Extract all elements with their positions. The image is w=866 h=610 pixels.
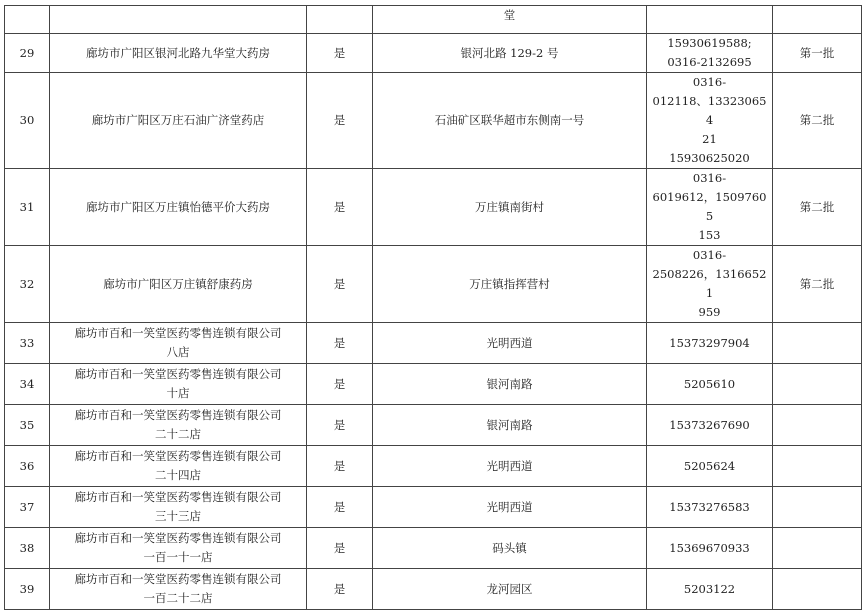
cell-address: 龙河园区 <box>373 569 647 610</box>
cell-designated: 是 <box>307 487 373 528</box>
cell-designated: 是 <box>307 364 373 405</box>
cell-phone-line: 0316- <box>692 75 727 89</box>
cell-name <box>50 528 307 569</box>
cell-designated: 是 <box>307 246 373 323</box>
cell-name <box>50 364 307 405</box>
cell-name <box>50 246 307 323</box>
cell-name-line: 廊坊市百和一笑堂医药零售连锁有限公司 <box>74 531 282 545</box>
cell-name <box>50 405 307 446</box>
cell-phone-line: 5203122 <box>683 581 736 596</box>
cell-no: 39 <box>5 569 50 610</box>
cell-designated: 是 <box>307 34 373 73</box>
cell-address: 堂 <box>373 6 647 34</box>
cell-phone-line: 0316- <box>692 171 727 185</box>
cell-phone-line: 6019612，15097605 <box>652 190 767 223</box>
cell-phone <box>647 323 773 364</box>
cell-designated: 是 <box>307 569 373 610</box>
cell-address: 石油矿区联华超市东侧南一号 <box>373 73 647 169</box>
table-row <box>5 246 862 323</box>
cell-name-line: 廊坊市百和一笑堂医药零售连锁有限公司 <box>74 367 282 381</box>
cell-phone <box>647 6 773 34</box>
cell-address: 光明西道 <box>373 487 647 528</box>
cell-name <box>50 446 307 487</box>
table-row <box>5 405 862 446</box>
cell-phone-line: 15369670933 <box>669 540 750 555</box>
cell-phone <box>647 34 773 73</box>
cell-address: 光明西道 <box>373 323 647 364</box>
cell-name-line: 一百一十一店 <box>143 550 213 564</box>
cell-name-line: 廊坊市广阳区银河北路九华堂大药房 <box>86 45 270 60</box>
cell-phone-line: 15373276583 <box>669 499 750 514</box>
cell-batch <box>773 569 862 610</box>
cell-batch: 第一批 <box>773 34 862 73</box>
cell-name-line: 八店 <box>166 345 190 359</box>
cell-phone-line: 5205610 <box>683 376 736 391</box>
cell-address: 银河南路 <box>373 364 647 405</box>
cell-name <box>50 169 307 246</box>
cell-phone-line: 15930619588; <box>667 36 752 50</box>
cell-name-line: 二十四店 <box>155 468 201 482</box>
cell-phone-line: 0316- <box>692 248 727 262</box>
cell-phone-line: 15373267690 <box>669 417 750 432</box>
table-row <box>5 169 862 246</box>
cell-batch <box>773 364 862 405</box>
cell-no: 30 <box>5 73 50 169</box>
cell-batch <box>773 405 862 446</box>
table-row <box>5 569 862 610</box>
table-row <box>5 446 862 487</box>
cell-phone-line: 21 <box>702 132 717 146</box>
table-row <box>5 34 862 73</box>
cell-no: 31 <box>5 169 50 246</box>
cell-name <box>50 34 307 73</box>
cell-designated: 是 <box>307 169 373 246</box>
cell-batch <box>773 446 862 487</box>
cell-phone <box>647 569 773 610</box>
cell-no: 38 <box>5 528 50 569</box>
cell-name-line: 廊坊市百和一笑堂医药零售连锁有限公司 <box>74 490 282 504</box>
cell-no: 37 <box>5 487 50 528</box>
cell-batch: 第二批 <box>773 246 862 323</box>
cell-name <box>50 73 307 169</box>
cell-phone-line: 15930625020 <box>669 151 750 165</box>
cell-name-line: 廊坊市广阳区万庄镇怡德平价大药房 <box>86 199 270 214</box>
cell-address: 码头镇 <box>373 528 647 569</box>
cell-name <box>50 487 307 528</box>
cell-phone-line: 153 <box>698 228 721 242</box>
cell-address: 万庄镇指挥营村 <box>373 246 647 323</box>
table-row <box>5 487 862 528</box>
cell-phone-line: 5205624 <box>683 458 736 473</box>
cell-address: 光明西道 <box>373 446 647 487</box>
cell-designated: 是 <box>307 323 373 364</box>
cell-phone-line: 012118、133230654 <box>652 94 767 127</box>
table-row-continued <box>5 6 862 34</box>
table-row <box>5 323 862 364</box>
table-row <box>5 528 862 569</box>
table-row <box>5 364 862 405</box>
cell-phone <box>647 446 773 487</box>
cell-phone <box>647 73 773 169</box>
cell-name-line: 十店 <box>166 386 190 400</box>
cell-phone <box>647 246 773 323</box>
cell-name-line: 二十二店 <box>155 427 201 441</box>
cell-no: 36 <box>5 446 50 487</box>
cell-name-line: 廊坊市广阳区万庄镇舒康药房 <box>103 276 253 291</box>
cell-phone <box>647 169 773 246</box>
cell-address: 万庄镇南街村 <box>373 169 647 246</box>
cell-name <box>50 323 307 364</box>
cell-no: 35 <box>5 405 50 446</box>
cell-batch <box>773 323 862 364</box>
cell-name-line: 廊坊市百和一笑堂医药零售连锁有限公司 <box>74 408 282 422</box>
table-row <box>5 73 862 169</box>
cell-designated: 是 <box>307 73 373 169</box>
cell-name-line: 三十三店 <box>155 509 201 523</box>
cell-name-line: 一百二十二店 <box>143 591 213 605</box>
cell-name <box>50 6 307 34</box>
cell-address: 银河北路 129-2 号 <box>373 34 647 73</box>
cell-batch <box>773 528 862 569</box>
cell-phone-line: 15373297904 <box>669 335 750 350</box>
cell-phone <box>647 405 773 446</box>
cell-no: 32 <box>5 246 50 323</box>
cell-phone-line: 0316-2132695 <box>667 55 752 69</box>
cell-name-line: 廊坊市百和一笑堂医药零售连锁有限公司 <box>74 572 282 586</box>
cell-name <box>50 569 307 610</box>
cell-name-line: 廊坊市百和一笑堂医药零售连锁有限公司 <box>74 326 282 340</box>
cell-address: 银河南路 <box>373 405 647 446</box>
cell-batch: 第二批 <box>773 73 862 169</box>
cell-no: 29 <box>5 34 50 73</box>
cell-name-line: 廊坊市广阳区万庄石油广济堂药店 <box>91 113 265 127</box>
cell-batch <box>773 487 862 528</box>
cell-designated <box>307 6 373 34</box>
cell-batch: 第二批 <box>773 169 862 246</box>
pharmacy-table-body <box>5 6 862 610</box>
cell-designated: 是 <box>307 528 373 569</box>
cell-no: 34 <box>5 364 50 405</box>
cell-designated: 是 <box>307 446 373 487</box>
cell-phone <box>647 487 773 528</box>
cell-phone <box>647 528 773 569</box>
cell-phone <box>647 364 773 405</box>
cell-designated: 是 <box>307 405 373 446</box>
cell-phone-line: 959 <box>698 305 721 319</box>
cell-name-line: 廊坊市百和一笑堂医药零售连锁有限公司 <box>74 449 282 463</box>
cell-no <box>5 6 50 34</box>
cell-batch <box>773 6 862 34</box>
cell-phone-line: 2508226，13166521 <box>652 267 767 300</box>
pharmacy-table <box>4 5 862 610</box>
cell-no: 33 <box>5 323 50 364</box>
